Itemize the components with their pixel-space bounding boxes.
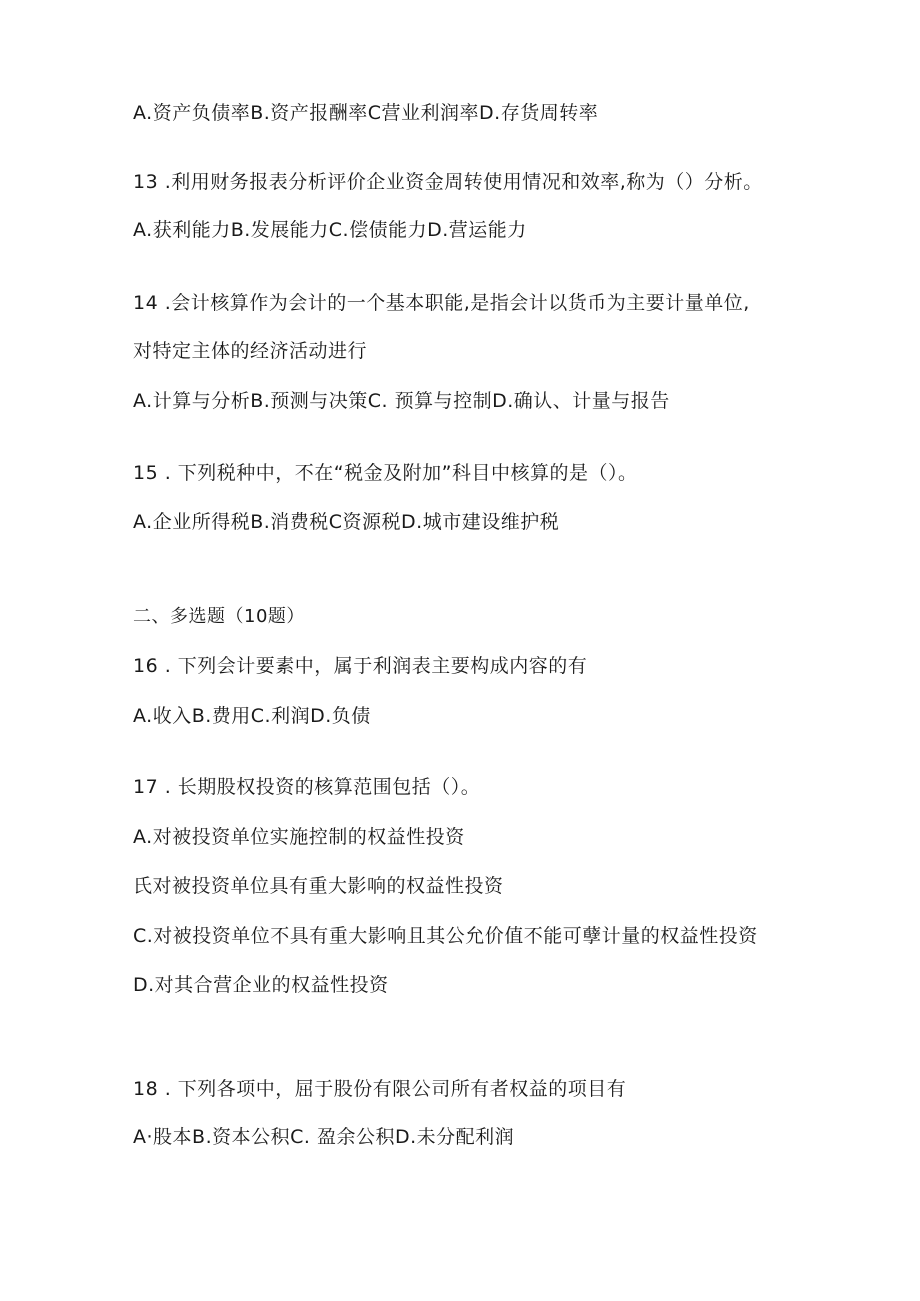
q15-options: A.企业所得税B.消费税C资源税D.城市建设维护税 [133, 511, 560, 533]
q14-question-line2: 对特定主体的经济活动进行 [133, 340, 368, 362]
q15-question: 15 . 下列税种中，不在“税金及附加”科目中核算的是（）。 [133, 462, 638, 484]
q17-option-a: A.对被投资单位实施控制的权益性投资 [133, 826, 465, 848]
q16-options: A.收入B.费用C.利润D.负债 [133, 705, 371, 727]
q17-option-d: D.对其合营企业的权益性投资 [133, 974, 389, 996]
q17-option-c: C.对被投资单位不具有重大影响且其公允价值不能可孽计量的权益性投资 [133, 925, 758, 947]
section-heading-multiple-choice: 二、多选题（10题） [133, 606, 305, 627]
q14-options: A.计算与分析B.预测与决策C. 预算与控制D.确认、计量与报告 [133, 390, 670, 412]
q13-options: A.获利能力B.发展能力C.偿债能力D.营运能力 [133, 219, 527, 241]
q17-option-b: 氏对被投资单位具有重大影响的权益性投资 [133, 875, 504, 897]
q14-question-line1: 14 .会计核算作为会计的一个基本职能,是指会计以货币为主要计量单位, [133, 292, 750, 314]
q12-options: A.资产负债率B.资产报酬率C营业利润率D.存货周转率 [133, 102, 599, 124]
q16-question: 16 . 下列会计要素中，属于利润表主要构成内容的有 [133, 655, 588, 677]
q17-question: 17 . 长期股权投资的核算范围包括（）。 [133, 776, 481, 798]
q18-question: 18 . 下列各项中，屈于股份有限公司所有者权益的项目有 [133, 1078, 627, 1100]
q13-question: 13 .利用财务报表分析评价企业资金周转使用情况和效率,称为（）分析。 [133, 171, 763, 193]
q18-options: A·股本B.资本公积C. 盈余公积D.未分配利润 [133, 1126, 515, 1148]
